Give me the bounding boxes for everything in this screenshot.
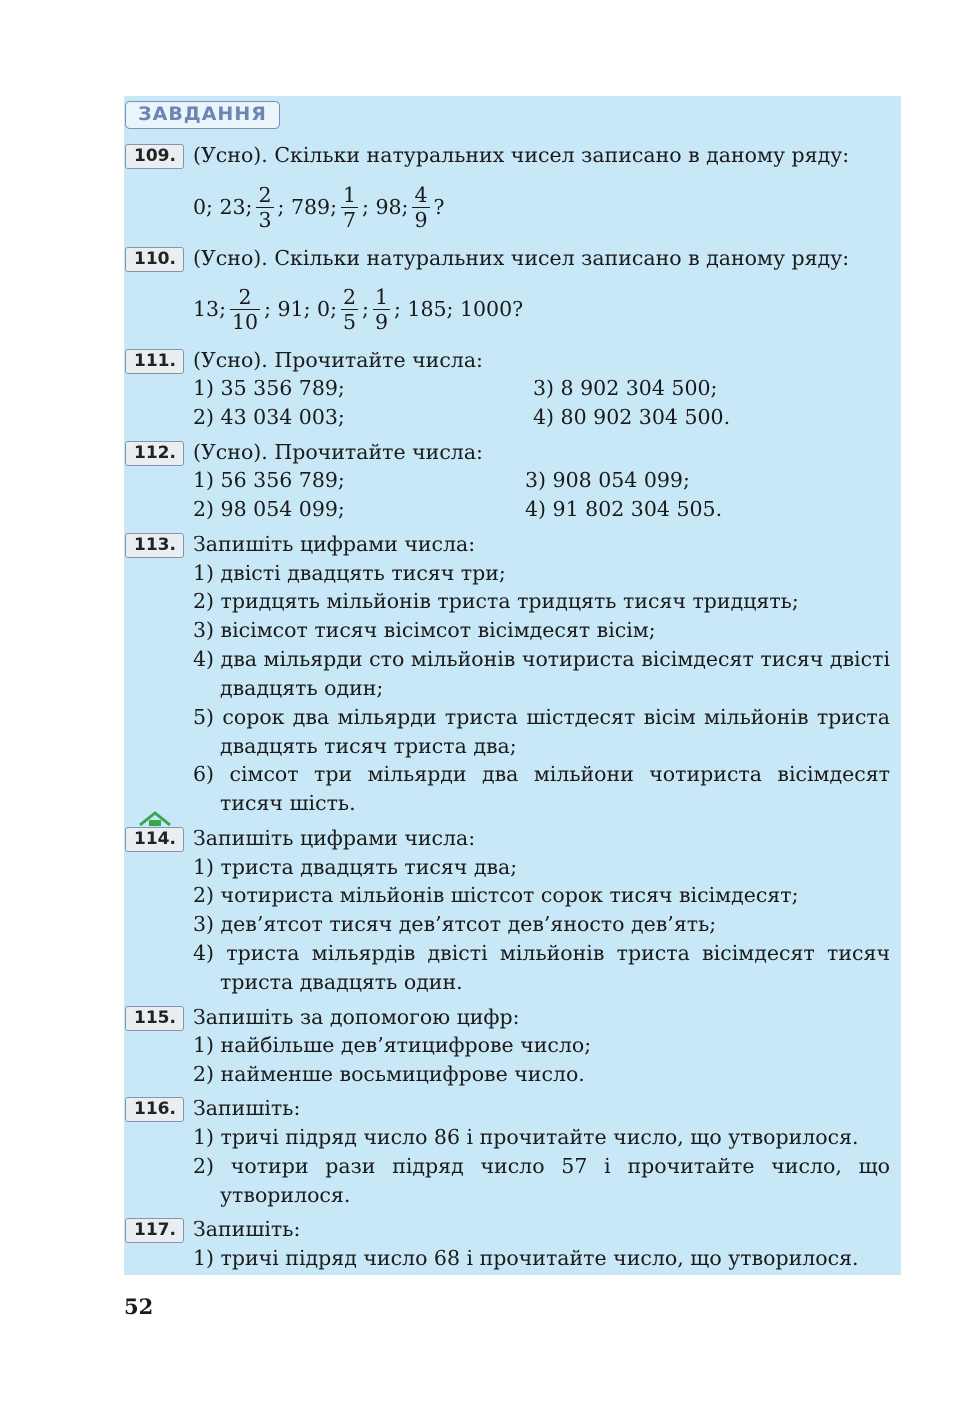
- exercise-number: 114.: [125, 827, 184, 852]
- list-item: 2) тридцять мільйонів триста тридцять тисяч тридцять;: [193, 589, 799, 613]
- list-item: 4) 91 802 304 505.: [525, 497, 723, 521]
- list-item: 1) тричі підряд число 68 і прочитайте число, що утворилося.: [193, 1246, 859, 1270]
- list-item: 3) дев’ятсот тисяч дев’ятсот дев’яносто дев’ять;: [193, 912, 717, 936]
- list-item: 1) 35 356 789;: [193, 376, 345, 400]
- list-item: 1) тричі підряд число 86 і прочитайте число, що утворилося.: [193, 1125, 859, 1149]
- home-icon: [138, 811, 172, 827]
- list-item: 2) чотири рази підряд число 57 і прочитайте число, що утворилося.: [193, 1154, 890, 1207]
- exercise-number: 112.: [125, 441, 184, 466]
- seq-part: ; 185; 1000?: [394, 297, 524, 321]
- exercise-number: 117.: [125, 1218, 184, 1243]
- list-item: 2) найменше восьмицифрове число.: [193, 1062, 585, 1086]
- seq-part: ;: [362, 297, 369, 321]
- exercise-number: 110.: [125, 247, 184, 272]
- exercise-number: 115.: [125, 1006, 184, 1031]
- list-item: 6) сімсот три мільярди два мільйони чотириста вісімдесят тисяч шість.: [193, 762, 890, 815]
- exercise-number: 116.: [125, 1097, 184, 1122]
- list-item: 1) триста двадцять тисяч два;: [193, 855, 518, 879]
- list-item: 2) 98 054 099;: [193, 497, 345, 521]
- fraction: $\frac{2}{5}$: [342, 284, 357, 334]
- fraction: $\frac{1}{7}$: [342, 182, 357, 232]
- list-item: 4) триста мільярдів двісті мільйонів триста вісімдесят тисяч триста двадцять один.: [193, 941, 890, 994]
- number-sequence: [193, 177, 445, 237]
- exercise-text: (Усно). Прочитайте числа:: [193, 348, 483, 372]
- list-item: 2) чотириста мільйонів шістсот сорок тисяч вісімдесят;: [193, 883, 799, 907]
- fraction: $\frac{2}{3}$: [258, 182, 272, 232]
- list-item: 4) 80 902 304 500.: [533, 405, 731, 429]
- page-number: 52: [124, 1294, 154, 1319]
- list-item: 2) 43 034 003;: [193, 405, 345, 429]
- exercise-text: Запишіть:: [193, 1096, 301, 1120]
- list-item: 1) 56 356 789;: [193, 468, 345, 492]
- fraction: $\frac{4}{9}$: [414, 182, 428, 232]
- exercise-text: Запишіть:: [193, 1217, 301, 1241]
- section-label: ЗАВДАННЯ: [125, 101, 280, 129]
- seq-part: ; 789;: [277, 195, 337, 219]
- list-item: 4) два мільярди сто мільйонів чотириста вісімдесят тисяч двісті двадцять один;: [193, 647, 890, 700]
- exercise-number: 111.: [125, 349, 184, 374]
- seq-part: 13;: [193, 297, 226, 321]
- seq-part: ; 91; 0;: [264, 297, 337, 321]
- exercise-number: 109.: [125, 144, 184, 169]
- list-item: 3) 908 054 099;: [525, 468, 690, 492]
- seq-part: 0; 23;: [193, 195, 253, 219]
- seq-part: ?: [433, 195, 445, 219]
- exercise-text: Запишіть цифрами числа:: [193, 532, 476, 556]
- fraction: $\frac{2}{10}$: [232, 284, 259, 334]
- seq-part: ; 98;: [362, 195, 409, 219]
- number-sequence: [193, 279, 523, 339]
- list-item: 1) найбільше дев’ятицифрове число;: [193, 1033, 592, 1057]
- list-item: 3) вісімсот тисяч вісімсот вісімдесят вісім;: [193, 618, 656, 642]
- exercise-text: (Усно). Скільки натуральних чисел записано в даному ряду:: [193, 143, 850, 167]
- exercise-number: 113.: [125, 533, 184, 558]
- list-item: 5) сорок два мільярди триста шістдесят вісім мільйонів триста двадцять тисяч триста два;: [193, 705, 890, 758]
- exercise-text: Запишіть за допомогою цифр:: [193, 1005, 520, 1029]
- list-item: 1) двісті двадцять тисяч три;: [193, 561, 506, 585]
- exercise-text: (Усно). Прочитайте числа:: [193, 440, 483, 464]
- exercise-text: Запишіть цифрами числа:: [193, 826, 476, 850]
- exercise-text: (Усно). Скільки натуральних чисел записано в даному ряду:: [193, 246, 850, 270]
- list-item: 3) 8 902 304 500;: [533, 376, 718, 400]
- fraction: $\frac{1}{9}$: [374, 284, 388, 334]
